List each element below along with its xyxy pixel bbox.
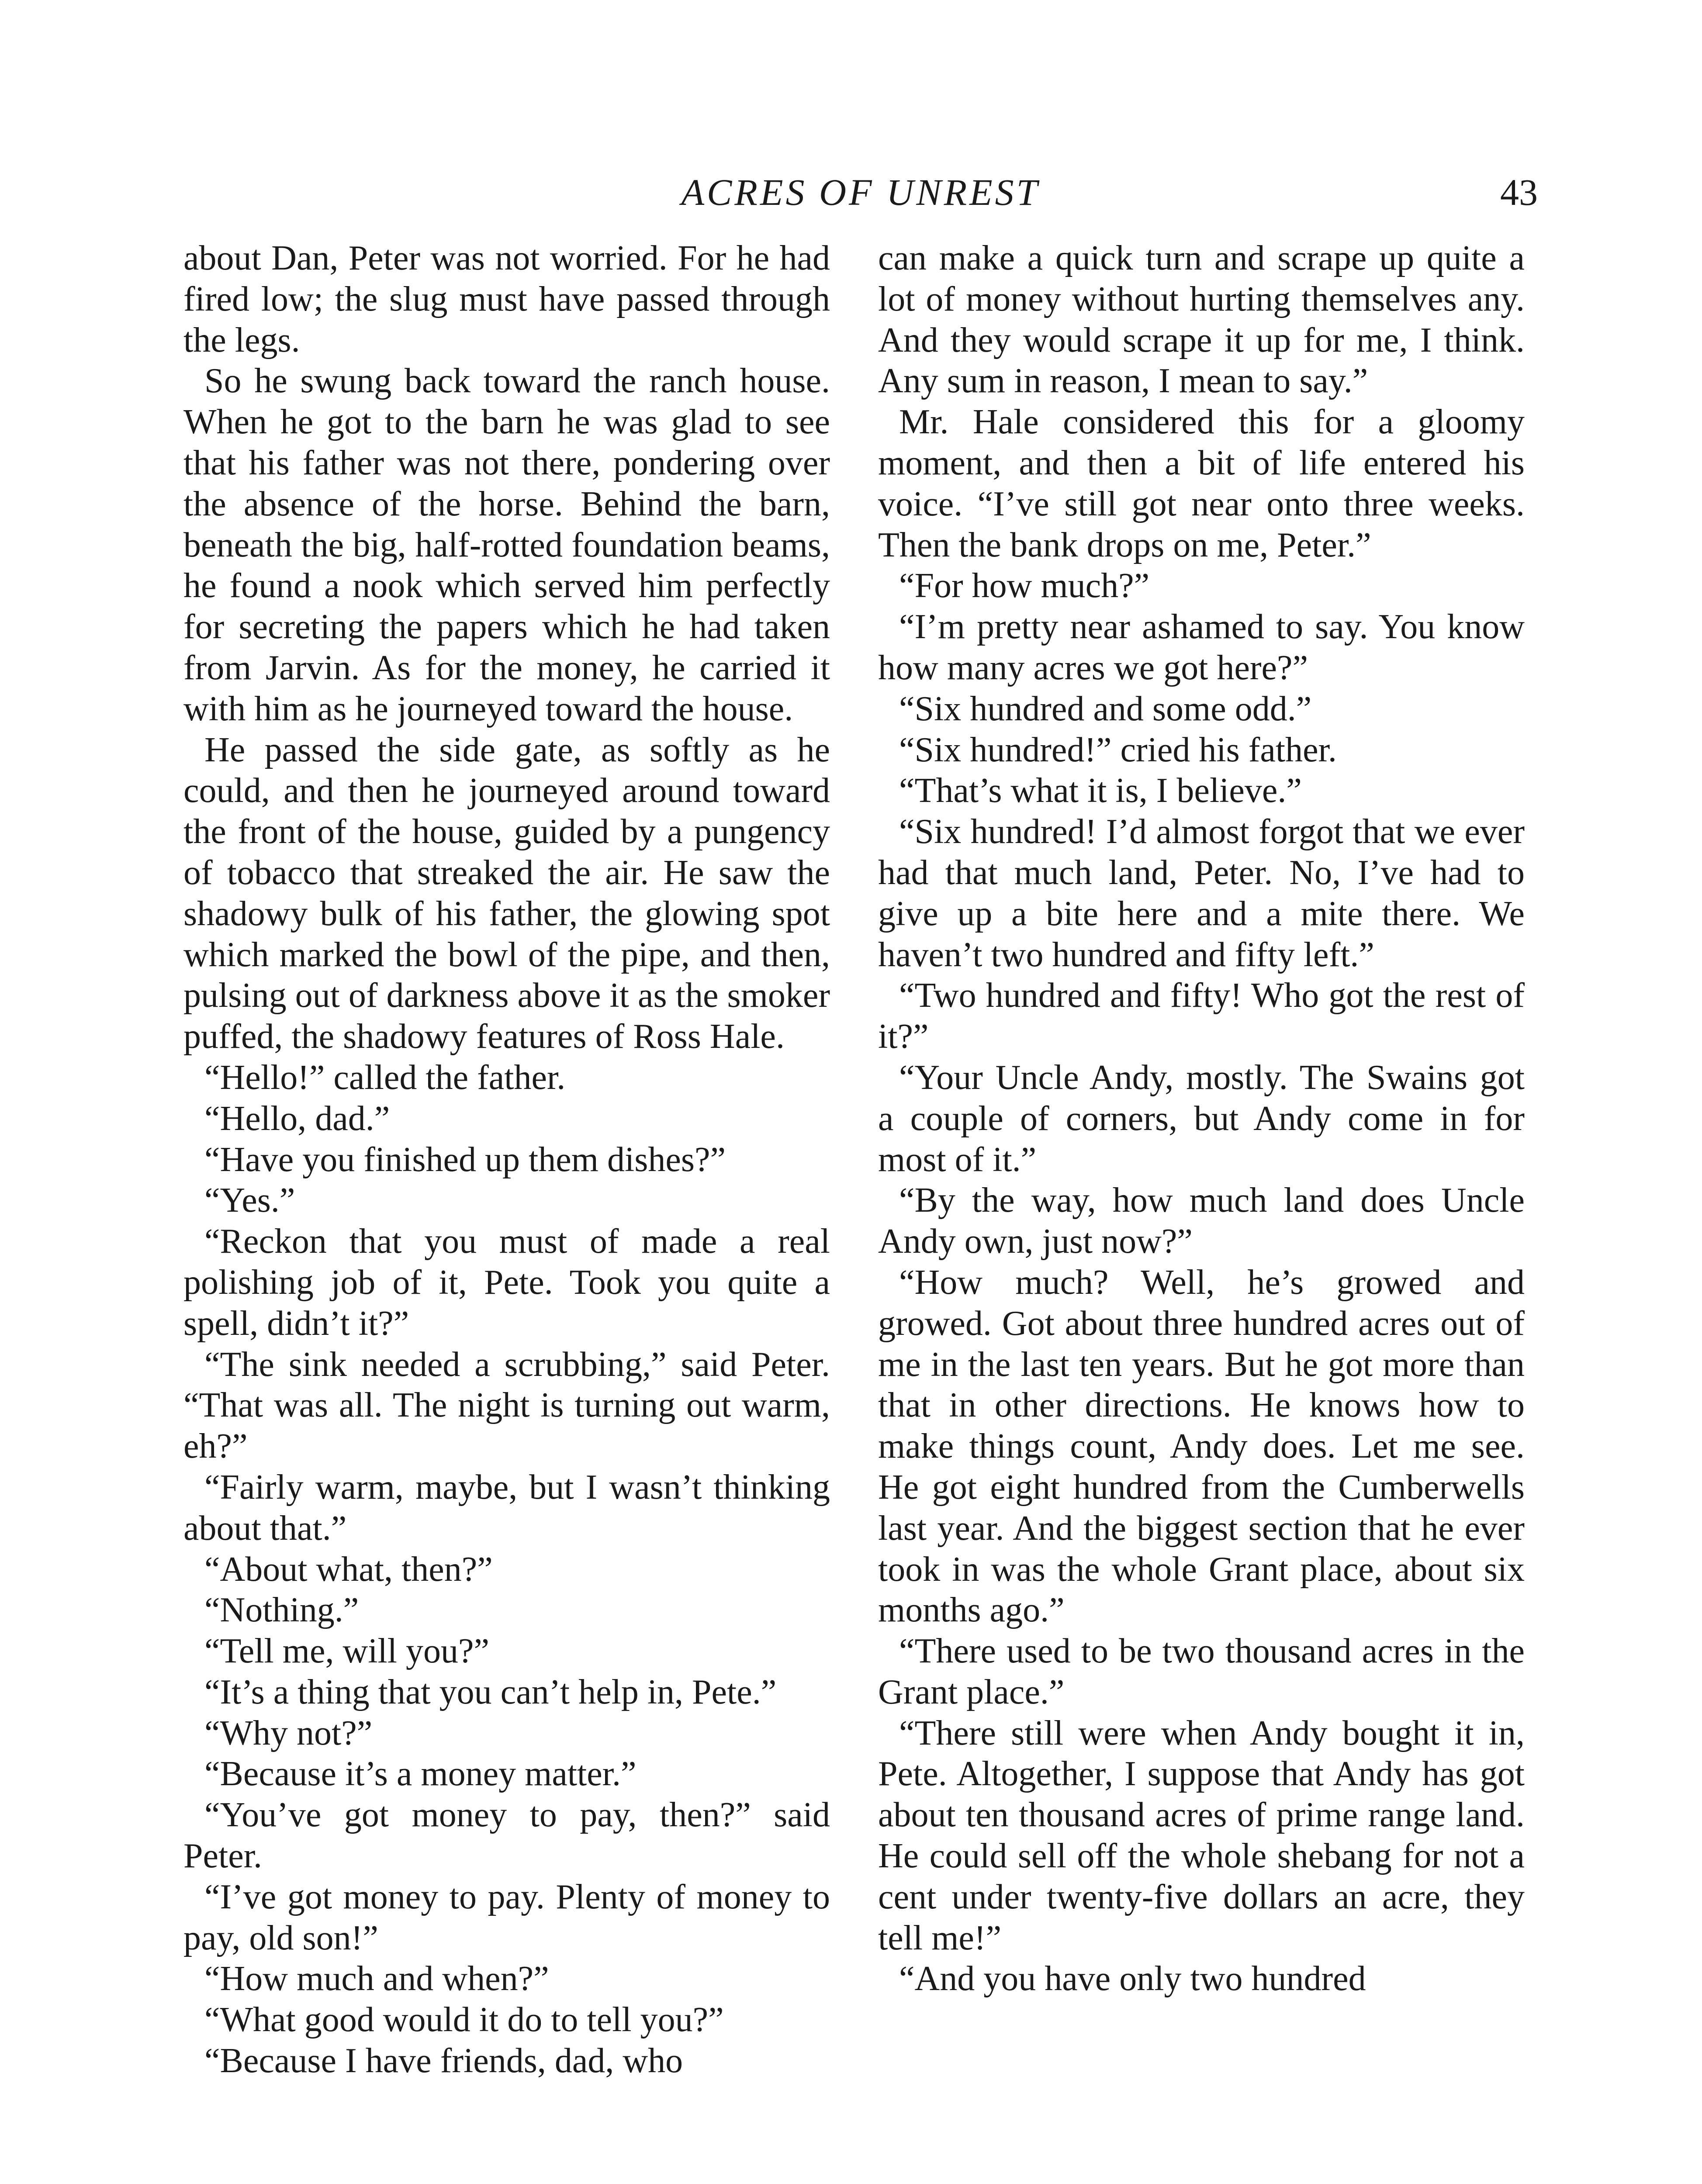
- paragraph: “Reckon that you must of made a real polishing job of it, Pete. Took you quite a spell, didn’t it?”: [183, 1222, 830, 1343]
- paragraph: “Nothing.”: [204, 1591, 359, 1630]
- paragraph: “For how much?”: [899, 567, 1150, 605]
- paragraph: “Because I have friends, dad, who: [204, 2042, 683, 2080]
- paragraph: “Tell me, will you?”: [204, 1632, 489, 1671]
- paragraph: “Because it’s a money matter.”: [204, 1755, 637, 1794]
- paragraph: “Six hundred! I’d almost forgot that we ever had that much land, Peter. No, I’ve had to give up a bite here and a mite there. We haven’t two hundred and fifty left.”: [878, 812, 1525, 974]
- paragraph: “I’m pretty near ashamed to say. You know how many acres we got here?”: [878, 608, 1525, 687]
- paragraph: “I’ve got money to pay. Plenty of money to pay, old son!”: [183, 1877, 830, 1957]
- paragraph: So he swung back toward the ranch house. When he got to the barn he was glad to see that his father was not there, pondering over the absence of the horse. Behind the barn, beneath the big, half-rotted foundation beams, he found a nook which served him perfectly for secreting the papers which he had taken from Jarvin. As for the money, he carried it with him as he journeyed toward the house.: [183, 362, 830, 728]
- paragraph: “Have you finished up them dishes?”: [204, 1140, 726, 1179]
- right-text-column: [878, 238, 1525, 2000]
- paragraph: “The sink needed a scrubbing,” said Peter. “That was all. The night is turning out warm, eh?”: [183, 1345, 830, 1466]
- paragraph: “You’ve got money to pay, then?” said Peter.: [183, 1796, 830, 1876]
- paragraph: “About what, then?”: [204, 1550, 493, 1589]
- paragraph: “Six hundred!” cried his father.: [899, 730, 1337, 769]
- paragraph: “Hello, dad.”: [204, 1099, 390, 1138]
- paragraph: “What good would it do to tell you?”: [204, 2001, 724, 2039]
- left-text-column: [183, 238, 830, 2082]
- paragraph: “By the way, how much land does Uncle Andy own, just now?”: [878, 1181, 1525, 1261]
- paragraph: “There used to be two thousand acres in the Grant place.”: [878, 1632, 1525, 1711]
- paragraph: “Six hundred and some odd.”: [899, 689, 1312, 728]
- paragraph: “Two hundred and fifty! Who got the rest of it?”: [878, 976, 1525, 1056]
- paragraph: “Why not?”: [204, 1714, 373, 1752]
- paragraph: “Yes.”: [204, 1181, 295, 1220]
- chapter-title: ACRES OF UNREST: [681, 171, 1040, 213]
- paragraph: “There still were when Andy bought it in, Pete. Altogether, I suppose that Andy has got about ten thousand acres of prime range land. He could sell off the whole shebang for not a cent under twenty-five dollars an acre, they tell me!”: [878, 1714, 1525, 1957]
- paragraph: “How much? Well, he’s growed and growed. Got about three hundred acres out of me in the last ten years. But he got more than that in other directions. He knows how to make things count, Andy does. Let me see. He got eight hundred from the Cumberwells last year. And the biggest section that he ever took in was the whole Grant place, about six months ago.”: [878, 1263, 1525, 1630]
- paragraph: “And you have only two hundred: [899, 1959, 1366, 1998]
- paragraph: “Fairly warm, maybe, but I wasn’t thinking about that.”: [183, 1468, 830, 1548]
- paragraph: about Dan, Peter was not worried. For he had fired low; the slug must have passed through the legs.: [183, 239, 830, 359]
- paragraph: “It’s a thing that you can’t help in, Pete.”: [204, 1673, 777, 1711]
- paragraph: “Your Uncle Andy, mostly. The Swains got a couple of corners, but Andy come in for most of it.”: [878, 1058, 1525, 1179]
- paragraph: “That’s what it is, I believe.”: [899, 771, 1302, 810]
- page-number: 43: [1500, 171, 1538, 213]
- running-head: [183, 166, 1538, 218]
- paragraph: can make a quick turn and scrape up quite a lot of money without hurting themselves any. And they would scrape it up for me, I think. Any sum in reason, I mean to say.”: [878, 239, 1525, 401]
- paragraph: Mr. Hale considered this for a gloomy moment, and then a bit of life entered his voice. “I’ve still got near onto three weeks. Then the bank drops on me, Peter.”: [878, 403, 1525, 564]
- paragraph: He passed the side gate, as softly as he could, and then he journeyed around toward the front of the house, guided by a pungency of tobacco that streaked the air. He saw the shadowy bulk of his father, the glowing spot which marked the bowl of the pipe, and then, pulsing out of darkness above it as the smoker puffed, the shadowy features of Ross Hale.: [183, 730, 830, 1056]
- paragraph: “How much and when?”: [204, 1959, 549, 1998]
- paragraph: “Hello!” called the father.: [204, 1058, 566, 1097]
